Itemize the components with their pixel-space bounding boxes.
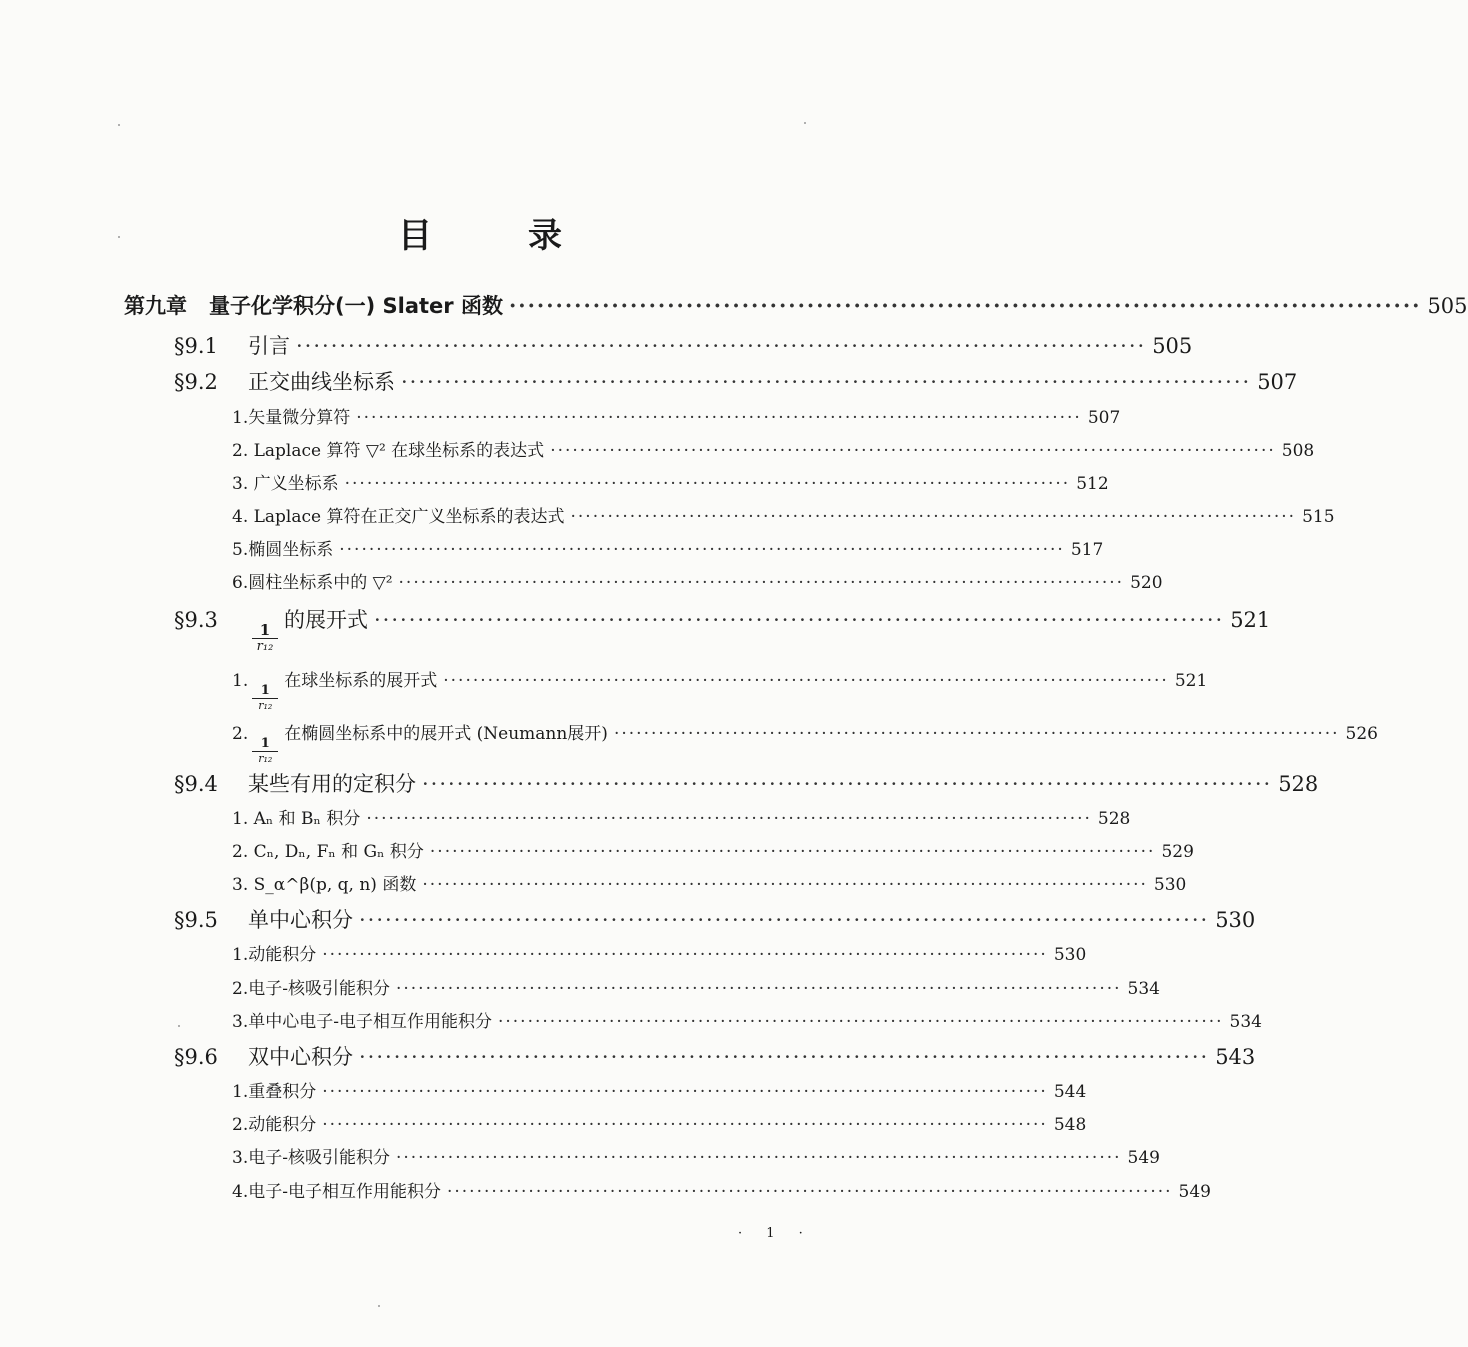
toc-chapter-9[interactable]: [124, 290, 1468, 320]
leader-dots: ··································································································: [570, 507, 1297, 527]
toc-item[interactable]: [232, 436, 1315, 461]
item-page: 549: [1178, 1182, 1211, 1202]
fraction-denominator: r₁₂: [258, 699, 273, 712]
fraction-numerator: 1: [260, 683, 270, 698]
fraction-one-over-r12: [252, 622, 278, 655]
leader-dots: ··································································································: [550, 441, 1276, 461]
fraction-denominator: r₁₂: [258, 752, 273, 765]
item-page: 530: [1053, 945, 1087, 965]
toc-item[interactable]: [232, 719, 1378, 765]
item-label: 4. Laplace 算符在正交广义坐标系的表达式: [232, 507, 565, 527]
section-title: 正交曲线坐标系: [248, 370, 395, 394]
scan-speck: [118, 124, 120, 126]
item-page: 508: [1281, 441, 1315, 461]
title-char-2: 录: [528, 216, 562, 256]
leader-dots: ··································································································: [398, 573, 1125, 593]
fraction-one-over-r12: [252, 737, 278, 766]
item-prefix: 1.: [232, 671, 249, 691]
leader-dots: ··································································································: [296, 334, 1147, 358]
leader-dots: ··································································································: [395, 1148, 1122, 1168]
section-number: §9.1: [174, 334, 218, 358]
leader-dots: ··································································································: [359, 1045, 1210, 1069]
section-page: 543: [1215, 1045, 1256, 1069]
item-label: 3. 广义坐标系: [232, 474, 339, 494]
section-page: 507: [1257, 370, 1298, 394]
item-page: 526: [1345, 724, 1378, 744]
item-page: 548: [1053, 1115, 1087, 1135]
leader-dots: ··································································································: [339, 540, 1065, 560]
item-label: 2.电子-核吸引能积分: [232, 979, 390, 999]
scan-speck: [804, 122, 806, 124]
item-label: 1.重叠积分: [232, 1082, 317, 1102]
item-page: 507: [1087, 408, 1121, 428]
scan-speck: [178, 1025, 180, 1027]
scan-speck: [378, 1305, 380, 1307]
item-page: 528: [1097, 809, 1131, 829]
fraction-numerator: 1: [259, 621, 271, 639]
item-label: 在球坐标系的展开式: [284, 671, 438, 691]
leader-dots: ··································································································: [344, 474, 1071, 494]
section-title: 单中心积分: [248, 908, 353, 932]
toc-section-9-3[interactable]: [174, 604, 1271, 654]
toc-item[interactable]: [232, 837, 1194, 862]
item-page: 530: [1153, 875, 1187, 895]
leader-dots: ··································································································: [443, 671, 1169, 691]
section-title: 的展开式: [284, 608, 368, 632]
toc-section-9-4[interactable]: [174, 768, 1319, 798]
item-label: 1. Aₙ 和 Bₙ 积分: [232, 809, 361, 829]
page-folio: · 1 ·: [738, 1226, 813, 1241]
leader-dots: ··································································································: [356, 408, 1082, 428]
toc-item[interactable]: [232, 974, 1160, 999]
toc-item[interactable]: [232, 870, 1187, 895]
item-label: 2.动能积分: [232, 1115, 317, 1135]
leader-dots: ··································································································: [446, 1182, 1173, 1202]
section-number: §9.6: [174, 1045, 218, 1069]
section-page: 528: [1278, 772, 1319, 796]
section-page: 505: [1152, 334, 1193, 358]
toc-section-9-6[interactable]: [174, 1041, 1256, 1071]
section-page: 530: [1215, 908, 1256, 932]
leader-dots: ··································································································: [366, 809, 1092, 829]
item-label: 5.椭圆坐标系: [232, 540, 334, 560]
item-label: 2. Laplace 算符 ▽² 在球坐标系的表达式: [232, 441, 545, 461]
chapter-number: 第九章: [124, 294, 187, 318]
item-page: 534: [1127, 979, 1160, 999]
title-char-1: 目: [398, 216, 432, 256]
item-page: 521: [1174, 671, 1208, 691]
item-page: 517: [1070, 540, 1104, 560]
item-label: 在椭圆坐标系中的展开式 (Neumann展开): [284, 724, 608, 744]
scan-speck: [118, 236, 120, 238]
item-page: 512: [1076, 474, 1109, 494]
section-number: §9.3: [174, 608, 218, 632]
item-label: 3. S_α^β(p, q, n) 函数: [232, 875, 417, 895]
item-page: 529: [1161, 842, 1194, 862]
toc-item[interactable]: [232, 1110, 1087, 1135]
leader-dots: ··································································································: [508, 293, 1422, 318]
chapter-title: 量子化学积分(一) Slater 函数: [209, 294, 503, 318]
toc-item[interactable]: [232, 535, 1104, 560]
item-page: 549: [1127, 1148, 1160, 1168]
item-label: 3.单中心电子-电子相互作用能积分: [232, 1012, 492, 1032]
toc-item[interactable]: [232, 568, 1163, 593]
leader-dots: ··································································································: [422, 875, 1148, 895]
leader-dots: ··································································································: [322, 1082, 1048, 1102]
leader-dots: ··································································································: [322, 945, 1048, 965]
section-title: 双中心积分: [248, 1045, 353, 1069]
toc-item[interactable]: [232, 1143, 1160, 1168]
leader-dots: ··································································································: [497, 1012, 1224, 1032]
toc-item[interactable]: [232, 1007, 1262, 1032]
item-label: 1.矢量微分算符: [232, 408, 351, 428]
leader-dots: ··································································································: [359, 908, 1210, 932]
leader-dots: ··································································································: [374, 608, 1225, 632]
section-number: §9.5: [174, 908, 218, 932]
toc-section-9-5[interactable]: [174, 904, 1256, 934]
item-label: 2. Cₙ, Dₙ, Fₙ 和 Gₙ 积分: [232, 842, 424, 862]
item-prefix: 2.: [232, 724, 249, 744]
item-page: 544: [1053, 1082, 1087, 1102]
item-label: 4.电子-电子相互作用能积分: [232, 1182, 441, 1202]
leader-dots: ··································································································: [322, 1115, 1048, 1135]
toc-item[interactable]: [232, 666, 1208, 712]
toc-item[interactable]: [232, 1177, 1211, 1202]
section-page: 521: [1230, 608, 1271, 632]
toc-item[interactable]: [232, 804, 1131, 829]
leader-dots: ··································································································: [429, 842, 1156, 862]
section-number: §9.4: [174, 772, 218, 796]
item-label: 6.圆柱坐标系中的 ▽²: [232, 573, 393, 593]
section-title: 某些有用的定积分: [248, 772, 416, 796]
item-page: 534: [1229, 1012, 1262, 1032]
section-number: §9.2: [174, 370, 218, 394]
item-label: 1.动能积分: [232, 945, 317, 965]
leader-dots: ··································································································: [613, 724, 1340, 744]
section-title: 引言: [248, 334, 290, 358]
toc-item[interactable]: [232, 940, 1087, 965]
toc-item[interactable]: [232, 403, 1121, 428]
leader-dots: ··································································································: [401, 370, 1252, 394]
fraction-one-over-r12: [252, 684, 278, 713]
toc-item[interactable]: [232, 469, 1109, 494]
fraction-denominator: r₁₂: [256, 639, 274, 654]
leader-dots: ··································································································: [422, 772, 1273, 796]
fraction-numerator: 1: [260, 736, 270, 751]
toc-item[interactable]: [232, 502, 1335, 527]
leader-dots: ··································································································: [395, 979, 1122, 999]
item-label: 3.电子-核吸引能积分: [232, 1148, 390, 1168]
item-page: 515: [1302, 507, 1335, 527]
item-page: 520: [1130, 573, 1163, 593]
toc-section-9-2[interactable]: [174, 366, 1298, 396]
toc-section-9-1[interactable]: [174, 330, 1193, 360]
chapter-page: 505: [1427, 294, 1468, 318]
toc-item[interactable]: [232, 1077, 1087, 1102]
